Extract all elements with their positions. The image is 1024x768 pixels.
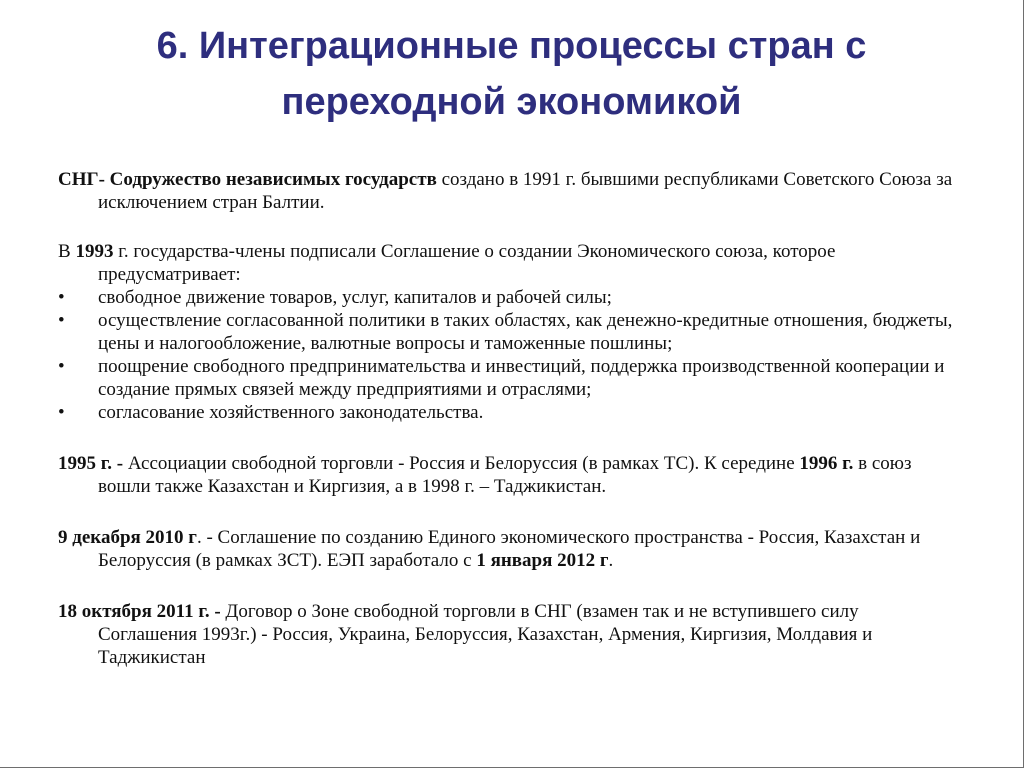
union-year: 1993 (75, 241, 114, 262)
cis-paragraph (58, 168, 958, 214)
bullet-item (58, 355, 958, 401)
cis-term: СНГ- Содружество независимых государств (58, 169, 437, 190)
bullet-icon: • (58, 310, 65, 331)
bullet-item (58, 309, 958, 355)
event-2011-date: 18 октября 2011 г. - (58, 601, 221, 622)
event-2010-date: 9 декабря 2010 г (58, 527, 197, 548)
event-2010-text-2: . (608, 550, 614, 571)
cis-text: создано в 1991 г. бывшими республиками Советского Союза за исключением стран Балтии. (98, 169, 953, 213)
event-2011-text: Договор о Зоне свободной торговли в СНГ (взамен так и не вступившего силу Соглашения 1993г.) - Россия, Украина, Белоруссия, Казахстан, Армения, Киргизия, Молдавия и Таджикистан (98, 601, 873, 668)
slide-title-line-2: переходной экономикой (281, 81, 742, 123)
event-2010-text-1: . - Соглашение по созданию Единого экономического пространства - Россия, Казахстан и Белоруссия (в рамках ЗСТ). ЕЭП заработало с (98, 527, 921, 571)
event-2010-paragraph (58, 526, 958, 572)
union-suffix: г (113, 241, 124, 262)
union-paragraph (58, 240, 958, 286)
bullet-text: согласование хозяйственного законодательства. (98, 402, 484, 423)
bullet-text: осуществление согласованной политики в таких областях, как денежно-кредитные отношения, бюджеты, цены и налогообложение, валютные вопросы и таможенные пошлины; (98, 310, 953, 354)
event-1996-date: 1996 г. (799, 453, 854, 474)
event-1995-text-1: Ассоциации свободной торговли - Россия и Белоруссия (в рамках ТС). К середине (123, 453, 800, 474)
event-2011-paragraph (58, 600, 958, 669)
slide-title-line-1: 6. Интеграционные процессы стран с (156, 25, 867, 67)
union-prefix: В (58, 241, 76, 262)
event-1995-text-2: в союз вошли также Казахстан и Киргизия, а в 1998 г. – Таджикистан. (98, 453, 912, 497)
bullet-text: поощрение свободного предпринимательства и инвестиций, поддержка производственной кооперации и создание прямых связей между предприятиями и отраслями; (98, 356, 945, 400)
slide-body (58, 168, 958, 669)
bullet-icon: • (58, 402, 65, 423)
bullet-item (58, 286, 958, 309)
bullet-icon: • (58, 287, 65, 308)
bullet-item (58, 401, 958, 424)
event-1995-date: 1995 г. - (58, 453, 124, 474)
bullet-text: свободное движение товаров, услуг, капиталов и рабочей силы; (98, 287, 612, 308)
bullet-icon: • (58, 356, 65, 377)
event-1995-paragraph (58, 452, 958, 498)
union-text: . государства-члены подписали Соглашение о создании Экономического союза, которое предусматривает: (98, 241, 836, 285)
slide-title (40, 18, 983, 130)
event-2012-date: 1 января 2012 г (476, 550, 609, 571)
